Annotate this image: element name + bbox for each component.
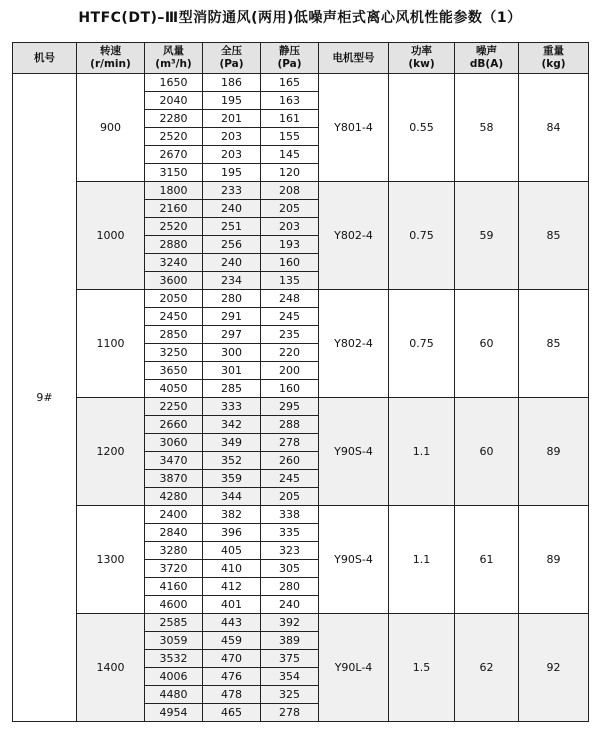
header-machine-no: 机号 — [13, 43, 77, 74]
weight-cell: 84 — [519, 74, 589, 182]
total-pressure-cell: 233 — [203, 182, 261, 200]
airflow-cell: 3720 — [145, 560, 203, 578]
total-pressure-cell: 300 — [203, 344, 261, 362]
static-pressure-cell: 205 — [261, 200, 319, 218]
weight-cell: 92 — [519, 614, 589, 722]
total-pressure-cell: 410 — [203, 560, 261, 578]
airflow-cell: 3059 — [145, 632, 203, 650]
airflow-cell: 3470 — [145, 452, 203, 470]
noise-cell: 58 — [455, 74, 519, 182]
motor-model-cell: Y801-4 — [319, 74, 389, 182]
table-row — [13, 614, 589, 632]
static-pressure-cell: 165 — [261, 74, 319, 92]
airflow-cell: 2250 — [145, 398, 203, 416]
airflow-cell: 1800 — [145, 182, 203, 200]
airflow-cell: 4160 — [145, 578, 203, 596]
airflow-cell: 2520 — [145, 128, 203, 146]
total-pressure-cell: 401 — [203, 596, 261, 614]
power-cell: 1.1 — [389, 398, 455, 506]
airflow-cell: 3150 — [145, 164, 203, 182]
weight-cell: 89 — [519, 398, 589, 506]
static-pressure-cell: 161 — [261, 110, 319, 128]
total-pressure-cell: 280 — [203, 290, 261, 308]
noise-cell: 61 — [455, 506, 519, 614]
static-pressure-cell: 245 — [261, 470, 319, 488]
static-pressure-cell: 155 — [261, 128, 319, 146]
static-pressure-cell: 160 — [261, 254, 319, 272]
table-row — [13, 290, 589, 308]
airflow-cell: 3240 — [145, 254, 203, 272]
header-airflow: 风量 (m³/h) — [145, 43, 203, 74]
static-pressure-cell: 338 — [261, 506, 319, 524]
total-pressure-cell: 201 — [203, 110, 261, 128]
static-pressure-cell: 160 — [261, 380, 319, 398]
total-pressure-cell: 195 — [203, 92, 261, 110]
total-pressure-cell: 405 — [203, 542, 261, 560]
power-cell: 1.1 — [389, 506, 455, 614]
static-pressure-cell: 392 — [261, 614, 319, 632]
header-power: 功率 (kw) — [389, 43, 455, 74]
total-pressure-cell: 359 — [203, 470, 261, 488]
airflow-cell: 4006 — [145, 668, 203, 686]
static-pressure-cell: 354 — [261, 668, 319, 686]
airflow-cell: 2850 — [145, 326, 203, 344]
motor-model-cell: Y90S-4 — [319, 398, 389, 506]
static-pressure-cell: 305 — [261, 560, 319, 578]
static-pressure-cell: 205 — [261, 488, 319, 506]
table-row — [13, 398, 589, 416]
static-pressure-cell: 278 — [261, 434, 319, 452]
airflow-cell: 3060 — [145, 434, 203, 452]
machine-no-cell: 9# — [13, 74, 77, 722]
airflow-cell: 3600 — [145, 272, 203, 290]
power-cell: 1.5 — [389, 614, 455, 722]
speed-cell: 1200 — [77, 398, 145, 506]
static-pressure-cell: 278 — [261, 704, 319, 722]
header-motor-model: 电机型号 — [319, 43, 389, 74]
page-title: HTFC(DT)–Ⅲ型消防通风(两用)低噪声柜式离心风机性能参数（1） — [78, 10, 522, 26]
airflow-cell: 2040 — [145, 92, 203, 110]
total-pressure-cell: 382 — [203, 506, 261, 524]
weight-cell: 85 — [519, 290, 589, 398]
static-pressure-cell: 145 — [261, 146, 319, 164]
performance-table — [12, 42, 589, 722]
static-pressure-cell: 240 — [261, 596, 319, 614]
noise-cell: 62 — [455, 614, 519, 722]
total-pressure-cell: 285 — [203, 380, 261, 398]
airflow-cell: 4600 — [145, 596, 203, 614]
total-pressure-cell: 297 — [203, 326, 261, 344]
static-pressure-cell: 375 — [261, 650, 319, 668]
table-header-row — [13, 43, 589, 74]
total-pressure-cell: 291 — [203, 308, 261, 326]
airflow-cell: 3650 — [145, 362, 203, 380]
total-pressure-cell: 344 — [203, 488, 261, 506]
static-pressure-cell: 335 — [261, 524, 319, 542]
total-pressure-cell: 352 — [203, 452, 261, 470]
static-pressure-cell: 193 — [261, 236, 319, 254]
static-pressure-cell: 323 — [261, 542, 319, 560]
static-pressure-cell: 163 — [261, 92, 319, 110]
total-pressure-cell: 459 — [203, 632, 261, 650]
airflow-cell: 4954 — [145, 704, 203, 722]
speed-cell: 1000 — [77, 182, 145, 290]
noise-cell: 59 — [455, 182, 519, 290]
speed-cell: 1400 — [77, 614, 145, 722]
airflow-cell: 2450 — [145, 308, 203, 326]
airflow-cell: 3280 — [145, 542, 203, 560]
static-pressure-cell: 220 — [261, 344, 319, 362]
airflow-cell: 2520 — [145, 218, 203, 236]
airflow-cell: 2670 — [145, 146, 203, 164]
total-pressure-cell: 349 — [203, 434, 261, 452]
total-pressure-cell: 301 — [203, 362, 261, 380]
table-body — [13, 74, 589, 722]
total-pressure-cell: 342 — [203, 416, 261, 434]
static-pressure-cell: 248 — [261, 290, 319, 308]
table-row — [13, 74, 589, 92]
static-pressure-cell: 135 — [261, 272, 319, 290]
airflow-cell: 2050 — [145, 290, 203, 308]
power-cell: 0.75 — [389, 182, 455, 290]
airflow-cell: 1650 — [145, 74, 203, 92]
static-pressure-cell: 200 — [261, 362, 319, 380]
motor-model-cell: Y802-4 — [319, 182, 389, 290]
total-pressure-cell: 476 — [203, 668, 261, 686]
airflow-cell: 3250 — [145, 344, 203, 362]
header-noise: 噪声 dB(A) — [455, 43, 519, 74]
header-weight: 重量 (kg) — [519, 43, 589, 74]
speed-cell: 1300 — [77, 506, 145, 614]
static-pressure-cell: 203 — [261, 218, 319, 236]
total-pressure-cell: 240 — [203, 254, 261, 272]
static-pressure-cell: 389 — [261, 632, 319, 650]
static-pressure-cell: 325 — [261, 686, 319, 704]
airflow-cell: 4050 — [145, 380, 203, 398]
header-speed: 转速 (r/min) — [77, 43, 145, 74]
power-cell: 0.55 — [389, 74, 455, 182]
total-pressure-cell: 470 — [203, 650, 261, 668]
airflow-cell: 2585 — [145, 614, 203, 632]
total-pressure-cell: 333 — [203, 398, 261, 416]
airflow-cell: 2840 — [145, 524, 203, 542]
header-total-pressure: 全压 (Pa) — [203, 43, 261, 74]
static-pressure-cell: 280 — [261, 578, 319, 596]
airflow-cell: 2160 — [145, 200, 203, 218]
total-pressure-cell: 240 — [203, 200, 261, 218]
static-pressure-cell: 288 — [261, 416, 319, 434]
static-pressure-cell: 260 — [261, 452, 319, 470]
static-pressure-cell: 208 — [261, 182, 319, 200]
airflow-cell: 2880 — [145, 236, 203, 254]
static-pressure-cell: 235 — [261, 326, 319, 344]
header-static-pressure: 静压 (Pa) — [261, 43, 319, 74]
total-pressure-cell: 234 — [203, 272, 261, 290]
noise-cell: 60 — [455, 290, 519, 398]
total-pressure-cell: 195 — [203, 164, 261, 182]
total-pressure-cell: 465 — [203, 704, 261, 722]
power-cell: 0.75 — [389, 290, 455, 398]
speed-cell: 1100 — [77, 290, 145, 398]
total-pressure-cell: 203 — [203, 128, 261, 146]
noise-cell: 60 — [455, 398, 519, 506]
total-pressure-cell: 443 — [203, 614, 261, 632]
total-pressure-cell: 412 — [203, 578, 261, 596]
motor-model-cell: Y802-4 — [319, 290, 389, 398]
total-pressure-cell: 251 — [203, 218, 261, 236]
total-pressure-cell: 256 — [203, 236, 261, 254]
static-pressure-cell: 245 — [261, 308, 319, 326]
total-pressure-cell: 478 — [203, 686, 261, 704]
airflow-cell: 3532 — [145, 650, 203, 668]
weight-cell: 85 — [519, 182, 589, 290]
total-pressure-cell: 396 — [203, 524, 261, 542]
motor-model-cell: Y90S-4 — [319, 506, 389, 614]
airflow-cell: 2660 — [145, 416, 203, 434]
airflow-cell: 3870 — [145, 470, 203, 488]
airflow-cell: 2280 — [145, 110, 203, 128]
motor-model-cell: Y90L-4 — [319, 614, 389, 722]
static-pressure-cell: 120 — [261, 164, 319, 182]
table-row — [13, 506, 589, 524]
static-pressure-cell: 295 — [261, 398, 319, 416]
airflow-cell: 4480 — [145, 686, 203, 704]
speed-cell: 900 — [77, 74, 145, 182]
airflow-cell: 4280 — [145, 488, 203, 506]
table-row — [13, 182, 589, 200]
total-pressure-cell: 203 — [203, 146, 261, 164]
weight-cell: 89 — [519, 506, 589, 614]
airflow-cell: 2400 — [145, 506, 203, 524]
total-pressure-cell: 186 — [203, 74, 261, 92]
